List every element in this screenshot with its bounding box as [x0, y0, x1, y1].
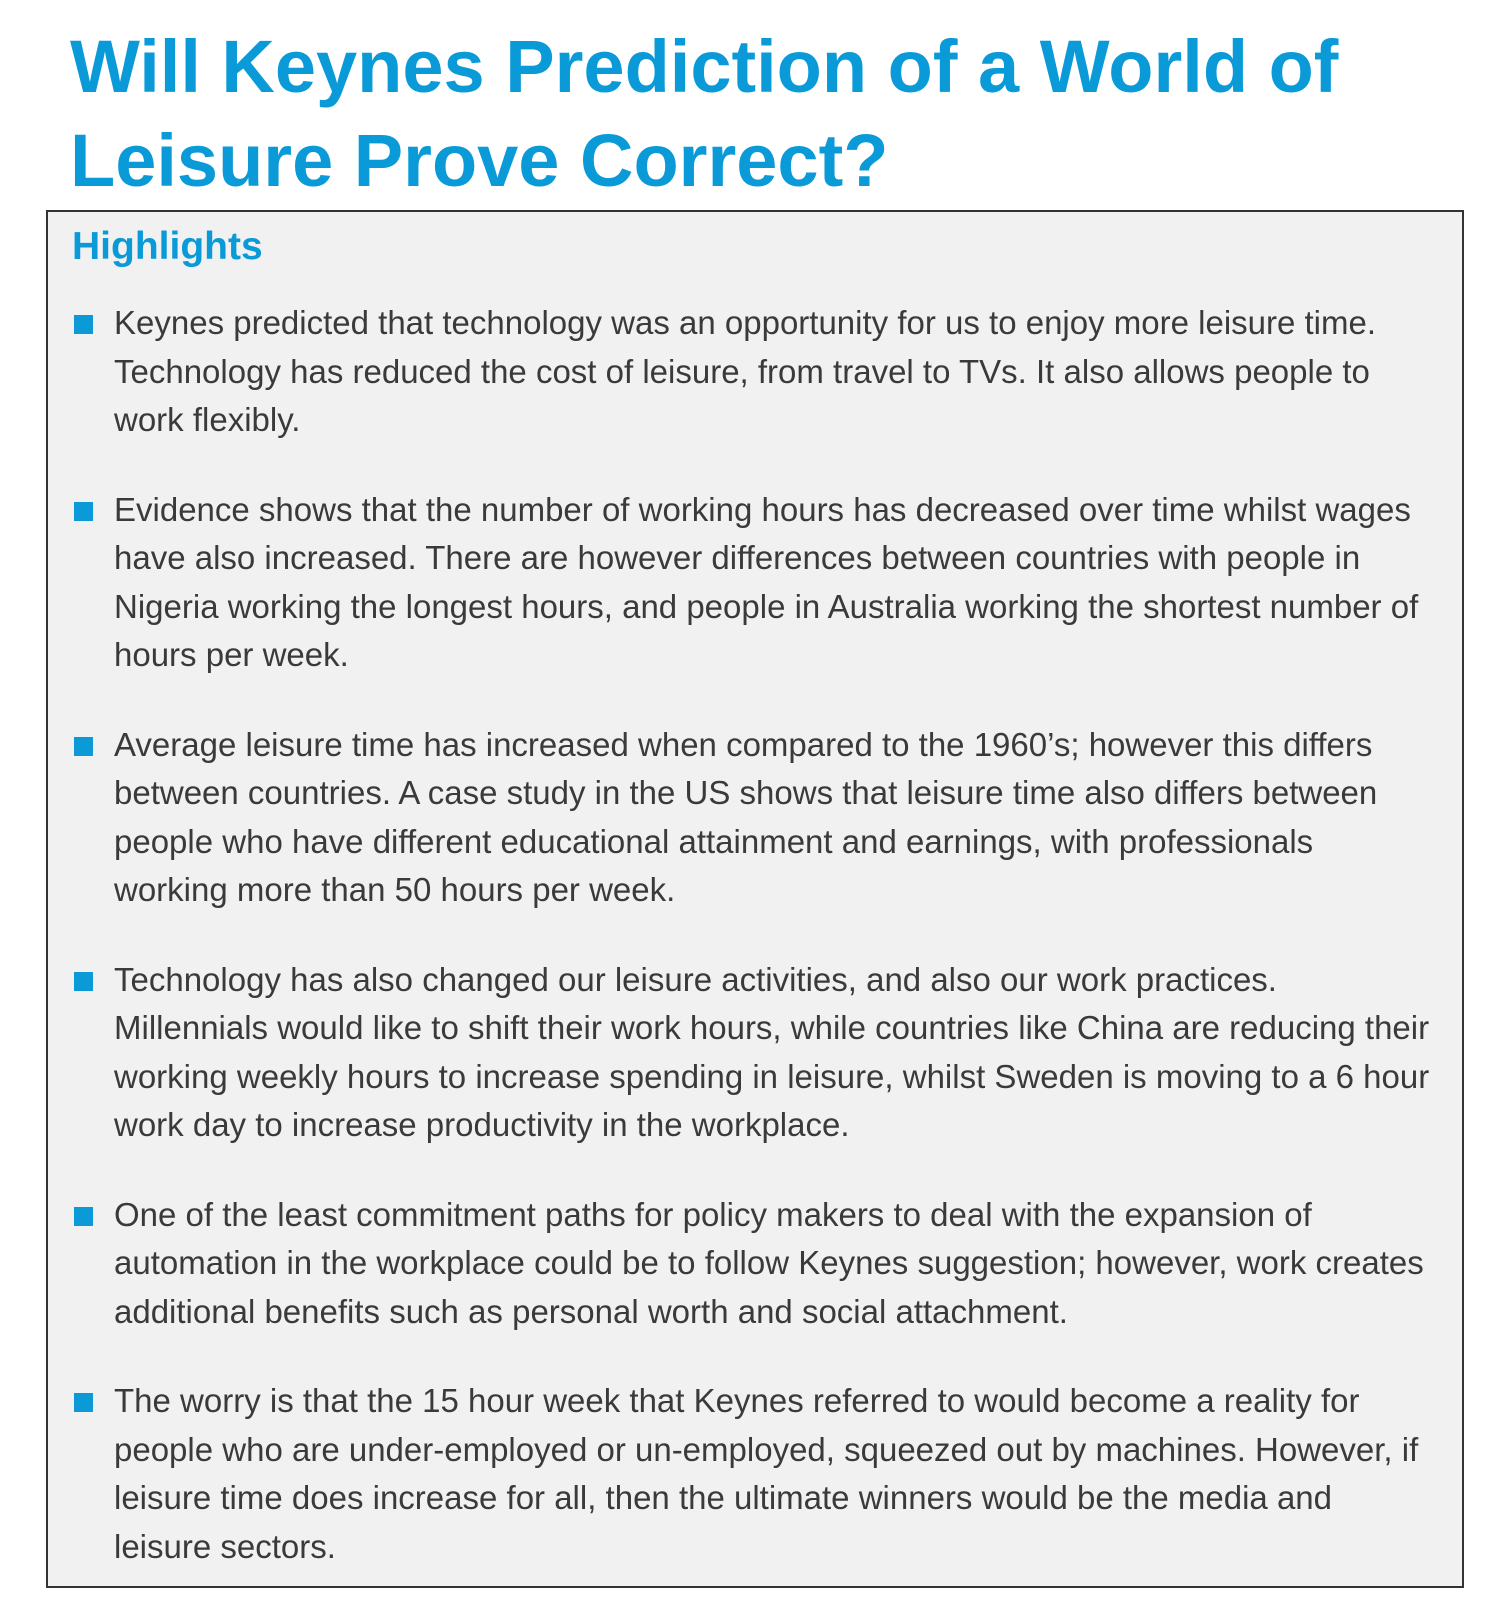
list-item-text: The worry is that the 15 hour week that Keynes referred to would become a reality for people who are under-employed or un-employed, squeezed out by machines. However, if leisure time does increase for all, then the ultimate winners would be the media and leisure sectors. — [114, 1382, 1419, 1565]
list-item-text: Evidence shows that the number of working hours has decreased over time whilst wages have also increased. There are however differences between countries with people in Nigeria working the longest hours, and people in Australia working the shortest number of hours per week. — [114, 490, 1419, 673]
list-item — [48, 1191, 1462, 1337]
square-bullet-icon — [74, 972, 93, 991]
list-item — [48, 299, 1462, 445]
list-item — [48, 1377, 1462, 1571]
list-item-text: Keynes predicted that technology was an opportunity for us to enjoy more leisure time. Technology has reduced the cost of leisure, from travel to TVs. It also allows people to work flexibly. — [114, 304, 1377, 438]
page-title: Will Keynes Prediction of a World of Leisure Prove Correct? — [70, 25, 1339, 202]
square-bullet-icon — [74, 1207, 93, 1226]
square-bullet-icon — [74, 737, 93, 756]
highlights-heading: Highlights — [72, 225, 263, 268]
square-bullet-icon — [74, 315, 93, 334]
highlights-box — [46, 210, 1464, 1588]
list-item — [48, 486, 1462, 680]
list-item-text: One of the least commitment paths for policy makers to deal with the expansion of automation in the workplace could be to follow Keynes suggestion; however, work creates additional benefits such as personal worth and social attachment. — [114, 1195, 1424, 1330]
square-bullet-icon — [74, 502, 93, 521]
list-item-text: Technology has also changed our leisure activities, and also our work practices. Millennials would like to shift their work hours, while countries like China are reducing their working weekly hours to increase spending in leisure, whilst Sweden is moving to a 6 hour work day to increase productivity in the workplace. — [114, 960, 1430, 1143]
list-item — [48, 721, 1462, 915]
list-item-text: Average leisure time has increased when compared to the 1960’s; however this differs between countries. A case study in the US shows that leisure time also differs between people who have different educational attainment and earnings, with professionals working more than 50 hours per week. — [114, 725, 1378, 908]
list-item — [48, 956, 1462, 1150]
square-bullet-icon — [74, 1393, 93, 1412]
highlights-list — [48, 299, 1462, 1612]
